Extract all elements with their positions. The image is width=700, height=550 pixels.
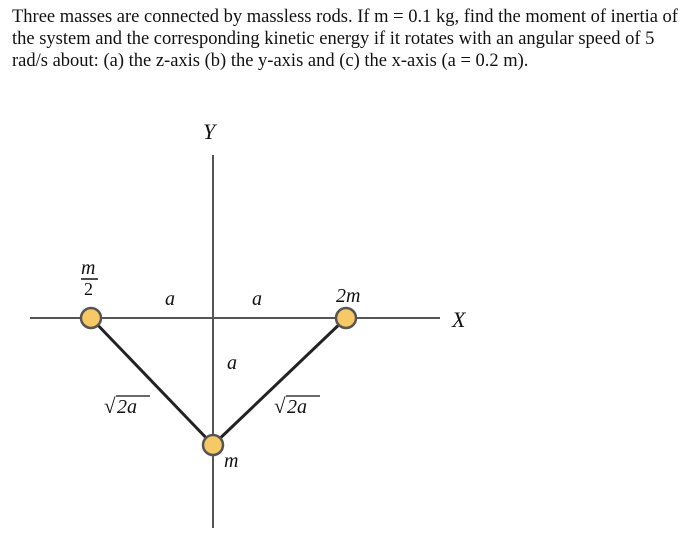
left-rod-radical: √ bbox=[104, 394, 116, 418]
right-rod-radical: √ bbox=[274, 394, 286, 418]
problem-line-1: Three masses are connected by massless rods. If m = 0.1 kg, find the moment of inertia of bbox=[12, 7, 678, 27]
right-distance-label: a bbox=[252, 288, 262, 310]
y-axis-label: Y bbox=[203, 119, 216, 144]
left-mass-numerator: m bbox=[81, 257, 96, 279]
left-mass-denominator: 2 bbox=[84, 279, 93, 299]
right-mass bbox=[336, 308, 356, 328]
left-distance-label: a bbox=[165, 288, 175, 310]
right-rod bbox=[213, 318, 346, 445]
problem-line-2: the system and the corresponding kinetic energy if it rotates with an angular speed of 5 bbox=[12, 29, 655, 49]
right-rod-length: 2a bbox=[287, 396, 307, 418]
bottom-mass bbox=[203, 435, 223, 455]
x-axis-label: X bbox=[452, 307, 466, 332]
right-mass-label: 2m bbox=[336, 285, 361, 307]
left-rod bbox=[91, 318, 213, 445]
vertical-distance-label: a bbox=[227, 352, 237, 374]
problem-line-3: rad/s about: (a) the z-axis (b) the y-axis and (c) the x-axis (a = 0.2 m). bbox=[12, 51, 529, 71]
left-rod-length: 2a bbox=[117, 396, 137, 418]
bottom-mass-label: m bbox=[224, 450, 239, 472]
left-mass bbox=[81, 308, 101, 328]
